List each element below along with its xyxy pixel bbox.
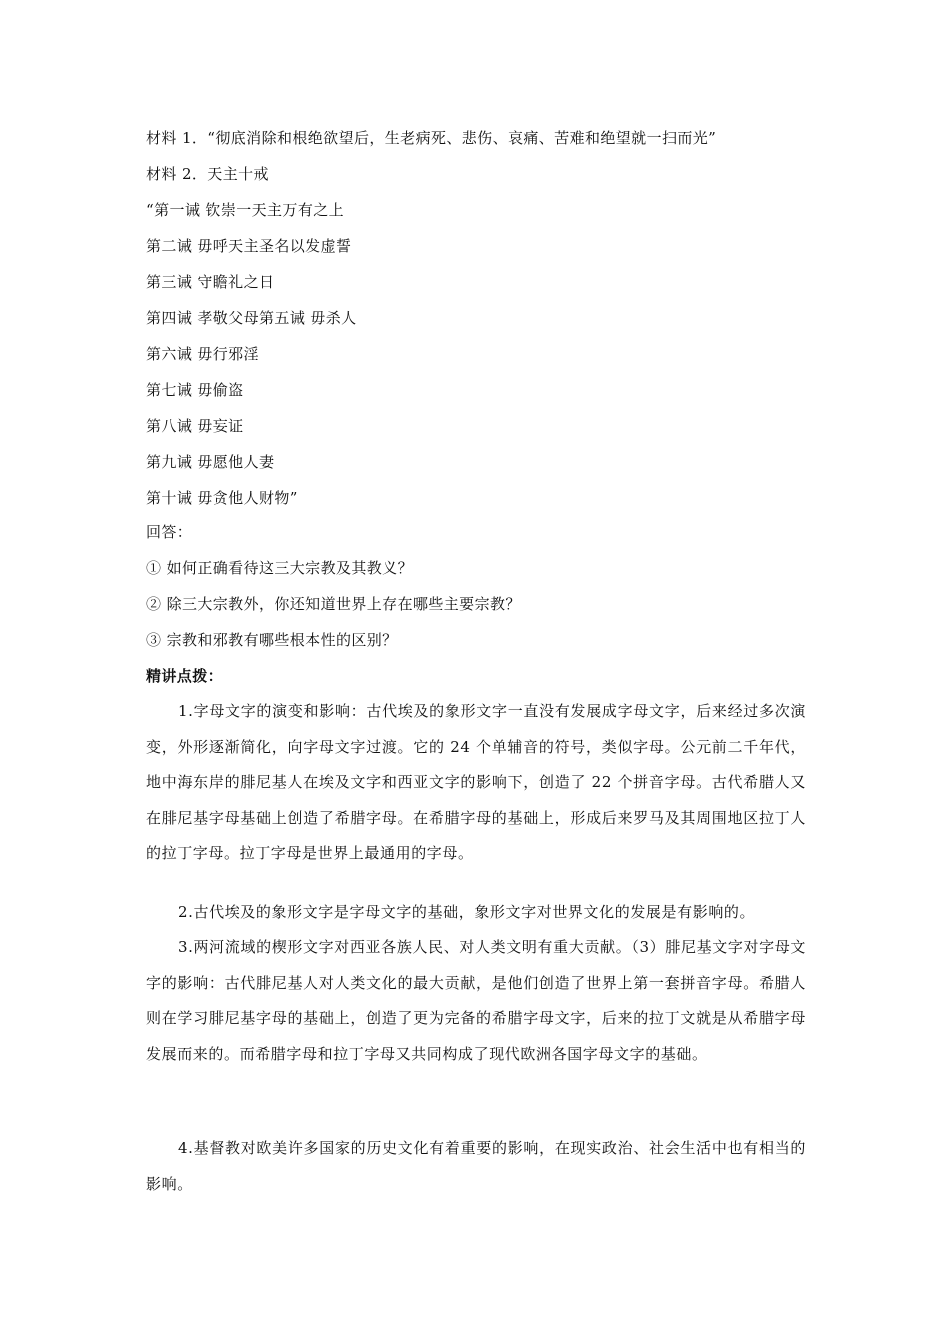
material-2: 材料 2．天主十戒 [146,165,269,183]
question-3: ③ 宗教和邪教有哪些根本性的区别？ [146,631,398,649]
analysis-paragraph-2: 2.古代埃及的象形文字是字母文字的基础，象形文字对世界文化的发展是有影响的。 [178,903,756,921]
analysis-heading: 精讲点拨： [146,667,224,685]
question-2: ② 除三大宗教外，你还知道世界上存在哪些主要宗教？ [146,595,521,613]
commandment-2: 第二诫 毋呼天主圣名以发虚誓 [146,237,352,255]
question-1: ① 如何正确看待这三大宗教及其教义？ [146,559,413,577]
analysis-paragraph-4: 4.基督教对欧美许多国家的历史文化有着重要的影响，在现实政治、社会生活中也有相当的影响。 [146,1139,806,1193]
analysis-paragraph-1: 1.字母文字的演变和影响：古代埃及的象形文字一直没有发展成字母文字，后来经过多次演变，外形逐渐简化，向字母文字过渡。它的 24 个单辅音的符号，类似字母。公元前二千年代，地中海东岸的腓尼基人在埃及文字和西亚文字的影响下，创造了 22 个拼音字母。古代希腊人又在腓尼基字母基础上创造了希腊字母。在希腊字母的基础上，形成后来罗马及其周围地区拉丁人的拉丁字母。拉丁字母是世界上最通用的字母。 [146,702,806,862]
commandment-3: 第三诫 守瞻礼之日 [146,273,275,291]
commandment-1: “第一诫 钦崇一天主万有之上 [146,201,345,219]
material-1: 材料 1．“彻底消除和根绝欲望后，生老病死、悲伤、哀痛、苦难和绝望就一扫而光” [146,129,717,147]
commandment-6: 第六诫 毋行邪淫 [146,345,259,363]
commandment-7: 第七诫 毋偷盗 [146,381,244,399]
commandment-8: 第八诫 毋妄证 [146,417,244,435]
commandment-9: 第九诫 毋愿他人妻 [146,453,275,471]
commandment-10: 第十诫 毋贪他人财物” [146,489,298,507]
analysis-paragraph-3: 3.两河流域的楔形文字对西亚各族人民、对人类文明有重大贡献。（3）腓尼基文字对字母文字的影响：古代腓尼基人对人类文化的最大贡献，是他们创造了世界上第一套拼音字母。希腊人则在学习腓尼基字母的基础上，创造了更为完备的希腊字母文字，后来的拉丁文就是从希腊字母发展而来的。而希腊字母和拉丁字母又共同构成了现代欧洲各国字母文字的基础。 [146,938,806,1063]
answer-label: 回答： [146,523,193,541]
commandment-4-5: 第四诫 孝敬父母第五诫 毋杀人 [146,309,357,327]
